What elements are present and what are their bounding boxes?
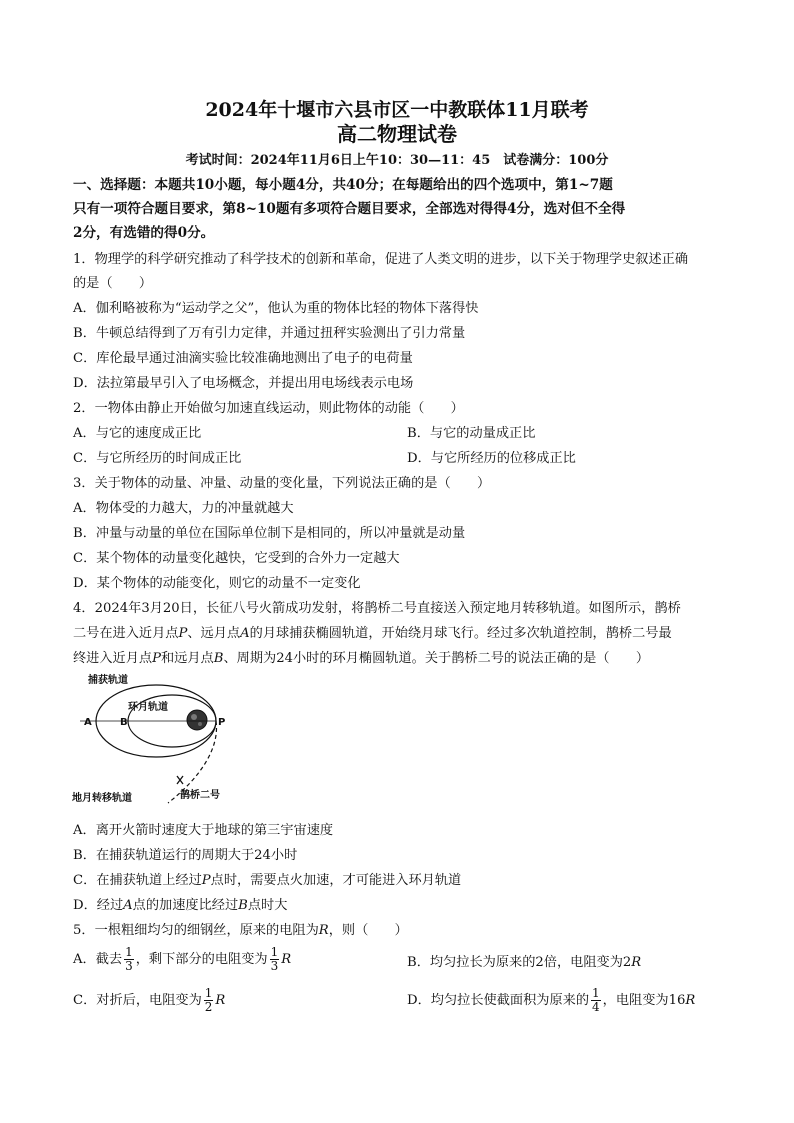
q2-stem: 2．一物体由静止开始做匀加速直线运动，则此物体的动能（ ）: [73, 401, 464, 416]
q1-option-c: C．库伦最早通过油滴实验比较准确地测出了电子的电荷量: [73, 351, 413, 366]
q4-stem-line3: 终进入近月点P和远月点B、周期为24小时的环月椭圆轨道。关于鹊桥二号的说法正确的是（ ）: [73, 651, 650, 666]
fraction: $\frac{1}{3}$: [125, 945, 133, 973]
lunar-orbit-label: 环月轨道: [128, 702, 168, 713]
q5-stem: 5．一根粗细均匀的细钢丝，原来的电阻为R，则（ ）: [73, 923, 408, 938]
q4-stem-line2: 二号在进入近月点P、远月点A的月球捕获椭圆轨道，开始绕月球飞行。经过多次轨道控制，鹊桥二号最: [73, 626, 672, 641]
section-instructions-line2: 只有一项符合题目要求，第8~10题有多项符合题目要求，全部选对得得4分，选对但不全得: [73, 201, 626, 217]
q3-stem: 3．关于物体的动量、冲量、动量的变化量，下列说法正确的是（ ）: [73, 476, 491, 491]
orbit-diagram: [70, 668, 240, 808]
moon-icon: [187, 710, 207, 730]
fraction: $\frac{1}{3}$: [270, 945, 279, 973]
point-p-label: P: [218, 717, 226, 728]
capture-orbit-label: 捕获轨道: [88, 675, 128, 686]
q1-stem-line2: 的是（ ）: [73, 276, 153, 291]
q4-option-b: B．在捕获轨道运行的周期大于24小时: [73, 848, 298, 863]
section-instructions-line3: 2分，有选错的得0分。: [73, 225, 215, 241]
q5-option-a: A．截去 $\frac{1}{3}$ ，剩下部分的电阻变为 $\frac{1}{3}$ R: [73, 945, 292, 973]
q5-option-c: C．对折后，电阻变为 $\frac{1}{2}$ R: [73, 986, 226, 1014]
q1-stem-line1: 1．物理学的科学研究推动了科学技术的创新和革命，促进了人类文明的进步，以下关于物理学史叙述正确: [73, 252, 689, 267]
probe-marker-icon: [177, 776, 183, 784]
q2-option-c: C．与它所经历的时间成正比: [73, 451, 242, 466]
exam-info: 考试时间：2024年11月6日上午10：30—11：45 试卷满分：100分: [185, 153, 609, 168]
q2-option-d: D．与它所经历的位移成正比: [407, 451, 576, 466]
q3-option-b: B．冲量与动量的单位在国际单位制下是相同的，所以冲量就是动量: [73, 526, 466, 541]
q4-option-d: D．经过A点的加速度比经过B点时大: [73, 898, 288, 913]
exam-subtitle: 高二物理试卷: [337, 122, 457, 146]
fraction: $\frac{1}{4}$: [592, 986, 600, 1014]
point-a-label: A: [84, 717, 92, 728]
point-b-label: B: [120, 717, 128, 728]
moon-crater: [198, 722, 202, 726]
q4-option-c: C．在捕获轨道上经过P点时，需要点火加速，才可能进入环月轨道: [73, 873, 462, 888]
q3-option-a: A．物体受的力越大，力的冲量就越大: [73, 501, 294, 516]
q4-stem-line1: 4．2024年3月20日，长征八号火箭成功发射，将鹊桥二号直接送入预定地月转移轨道。如图所示，鹊桥: [73, 601, 681, 616]
q2-option-b: B．与它的动量成正比: [407, 426, 536, 441]
probe-label: 鹊桥二号: [180, 790, 220, 801]
q1-option-d: D．法拉第最早引入了电场概念，并提出用电场线表示电场: [73, 376, 414, 391]
q3-option-c: C．某个物体的动量变化越快，它受到的合外力一定越大: [73, 551, 400, 566]
moon-crater: [191, 714, 197, 720]
fraction: $\frac{1}{2}$: [204, 986, 213, 1014]
q5-option-d: D．均匀拉长使截面积为原来的 $\frac{1}{4}$ ，电阻变为16R: [407, 986, 696, 1014]
q1-option-b: B．牛顿总结得到了万有引力定律，并通过扭秤实验测出了引力常量: [73, 326, 466, 341]
q2-option-a: A．与它的速度成正比: [73, 426, 202, 441]
exam-title: 2024年十堰市六县市区一中教联体11月联考: [205, 99, 589, 121]
q3-option-d: D．某个物体的动能变化，则它的动量不一定变化: [73, 576, 361, 591]
transfer-orbit-label: 地月转移轨道: [72, 793, 132, 804]
q1-option-a: A．伽利略被称为“运动学之父”，他认为重的物体比轻的物体下落得快: [73, 301, 479, 316]
q4-option-a: A．离开火箭时速度大于地球的第三宇宙速度: [73, 823, 334, 838]
section-instructions-line1: 一、选择题：本题共10小题，每小题4分，共40分；在每题给出的四个选项中，第1~7题: [73, 177, 613, 193]
q5-option-b: B．均匀拉长为原来的2倍，电阻变为2R: [407, 955, 642, 970]
